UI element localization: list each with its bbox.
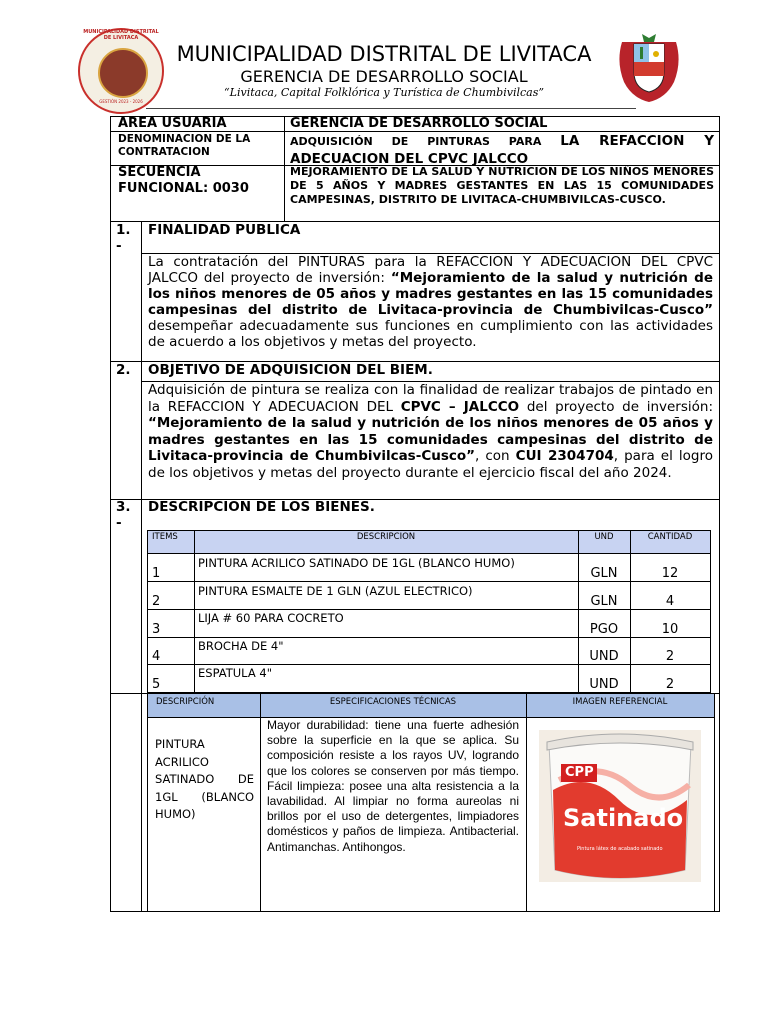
item-quantity: 12 [661, 566, 679, 581]
items-header-quantity: CANTIDAD [647, 532, 693, 542]
item-unit: UND [589, 677, 619, 692]
item-number: 5 [152, 677, 161, 692]
department-subtitle: GERENCIA DE DESARROLLO SOCIAL [240, 67, 528, 86]
section-1-title: FINALIDAD PUBLICA [148, 222, 301, 238]
items-col-divider [194, 530, 195, 693]
items-row-divider [147, 553, 711, 554]
municipality-logo [78, 28, 164, 114]
items-row-divider [147, 581, 711, 582]
item-unit: GLN [590, 594, 618, 609]
spec-header-description: DESCRIPCIÓN [156, 697, 215, 707]
section-2-title: OBJETIVO DE ADQUISICION DEL BIEM. [148, 362, 433, 378]
logo-emblem [98, 48, 148, 98]
sequence-label: SECUENCIA FUNCIONAL: 0030 [118, 165, 249, 196]
item-unit: UND [589, 649, 619, 664]
section-3-number: 3. - [116, 499, 131, 531]
peru-coat-of-arms-icon [614, 32, 684, 104]
item-quantity: 4 [665, 594, 675, 609]
item-quantity: 2 [665, 677, 675, 692]
section-1-body: La contratación del PINTURAS para la REFACCION Y ADECUACION DEL CPVC JALCCO del proyecto de inversión: “Mejoramiento de la salud y nutrición de los niños menores de 05 años y madres gestantes en las 15 comunidades campesinas del distrito de Livitaca-provincia de Chumbivilcas-Cusco” desempeñar adecuadamente sus funciones en cumplimiento con las actividades de acuerdo a los objetivos y metas del proyecto. [148, 254, 713, 350]
denomination-value: ADQUISICIÓN DE PINTURAS PARA LA REFACCION Y ADECUACION DEL CPVC JALCCO [290, 133, 714, 167]
item-number: 4 [152, 649, 161, 664]
items-col-divider [630, 530, 631, 693]
area-label: AREA USUARIA [118, 116, 227, 131]
item-unit: PGO [589, 622, 619, 637]
logo-ring-text: MUNICIPALIDAD DISTRITAL DE LIVITACA [83, 29, 159, 41]
item-description: BROCHA DE 4" [198, 639, 284, 653]
item-description: PINTURA ESMALTE DE 1 GLN (AZUL ELECTRICO) [198, 584, 473, 598]
spec-header-specs: ESPECIFICACIONES TÉCNICAS [329, 697, 457, 707]
item-description: LIJA # 60 PARA COCRETO [198, 611, 344, 625]
section-1-number: 1. - [116, 222, 131, 254]
section-2-body: Adquisición de pintura se realiza con la finalidad de realizar trabajos de pintado en la REFACCION Y ADECUACION DEL CPVC – JALCCO del proyecto de inversión: “Mejoramiento de la salud y nutrición de los niños menores de 05 años y madres gestantes en las 15 comunidades campesinas del distrito de Livitaca-provincia de Chumbivilcas-Cusco”, con CUI 2304704, para el logro de los objetivos y metas del proyecto durante el ejercicio fiscal del año 2024. [148, 382, 713, 481]
denomination-label: DENOMINACION DE LA CONTRATACION [118, 133, 251, 158]
header-rule [146, 108, 636, 109]
section-3-title: DESCRIPCION DE LOS BIENES. [148, 499, 375, 515]
spec-description: PINTURA ACRILICO SATINADO DE 1GL (BLANCO HUMO) [155, 737, 254, 821]
section-2-number: 2. [116, 362, 131, 378]
paint-bucket-image [539, 730, 701, 882]
item-number: 1 [152, 566, 161, 581]
item-number: 3 [152, 622, 161, 637]
area-value: GERENCIA DE DESARROLLO SOCIAL [290, 116, 548, 131]
municipality-title: MUNICIPALIDAD DISTRITAL DE LIVITACA [176, 42, 592, 66]
items-row-divider [147, 637, 711, 638]
items-header-und: UND [594, 532, 614, 542]
item-number: 2 [152, 594, 161, 609]
col-divider [141, 221, 142, 912]
logo-bottom-text: GESTIÓN 2023 - 2026 [99, 99, 143, 104]
item-quantity: 2 [665, 649, 675, 664]
slogan: “Livitaca, Capital Folklórica y Turística de Chumbivilcas” [224, 86, 544, 99]
bucket-small-text: Pintura látex de acabado satinado [577, 846, 663, 852]
items-row-divider [147, 664, 711, 665]
sequence-value: MEJORAMIENTO DE LA SALUD Y NUTRICION DE LOS NIÑOS MENORES DE 5 AÑOS Y MADRES GESTANTES EN LAS 15 COMUNIDADES CAMPESINAS, DISTRITO DE LIVITACA-CHUMBIVILCAS-CUSCO. [290, 165, 714, 206]
spec-col-divider [714, 693, 715, 912]
spec-col-divider [147, 693, 148, 912]
item-unit: GLN [590, 566, 618, 581]
item-quantity: 10 [661, 622, 679, 637]
spec-technical-text: Mayor durabilidad: tiene una fuerte adhesión sobre la superficie en la que se aplica. Su composición resiste a los rayos UV, logrando que los colores se conserven por más tiempo. Fácil limpieza: posee una alta resistencia a la lavabilidad. Al limpiar no forma aureolas ni brillos por el uso de detergentes, limpiadores domésticos y paños de limpieza. Antibacterial. Antimanchas. Antihongos. [267, 718, 519, 854]
col-divider [284, 116, 285, 221]
spec-col-divider [260, 693, 261, 912]
items-row-divider [147, 609, 711, 610]
items-header-items: ITEMS [152, 532, 178, 542]
item-description: PINTURA ACRILICO SATINADO DE 1GL (BLANCO HUMO) [198, 556, 515, 570]
bucket-product-name: Satinado [563, 804, 684, 832]
item-description: ESPATULA 4" [198, 666, 272, 680]
items-col-divider [578, 530, 579, 693]
spec-header-image: IMAGEN REFERENCIAL [572, 697, 668, 707]
spec-col-divider [526, 693, 527, 912]
bucket-brand: CPP [565, 765, 594, 780]
items-header-description: DESCRIPCION [356, 532, 416, 542]
